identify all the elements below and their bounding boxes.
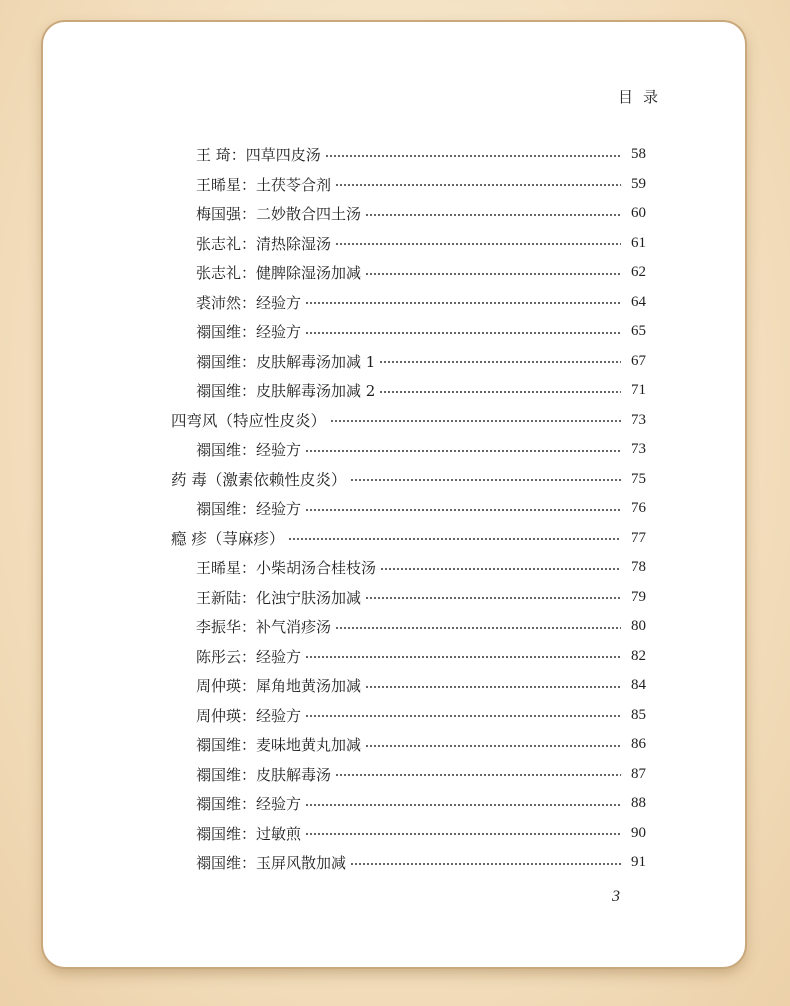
toc-entry-label: 王 琦：四草四皮汤 [196,146,321,164]
toc-entry-label: 禤国维：麦味地黄丸加减 [196,736,362,754]
dot-leader [305,302,621,304]
toc-entry-page: 91 [631,854,646,870]
toc-entry-label: 禤国维：玉屏风散加减 [196,854,347,872]
toc-entry-label: 王晞星：小柴胡汤合桂枝汤 [196,559,377,577]
toc-entry-label: 禤国维：皮肤解毒汤加减 1 [196,352,376,371]
toc-entry-page: 88 [631,795,646,811]
toc-entry [196,553,646,582]
dot-leader [325,155,621,157]
toc-entry-label: 四弯风（特应性皮炎） [171,412,327,430]
dot-leader [365,273,621,275]
toc-entry-label: 禤国维：经验方 [196,323,302,341]
toc-entry [196,583,646,612]
dot-leader [380,568,621,570]
toc-entry-page: 59 [631,175,646,192]
dot-leader [335,627,621,629]
toc-entry-page: 62 [631,264,646,280]
toc-entry [196,642,646,671]
toc-section-entry [171,524,646,553]
toc-entry-label: 禤国维：经验方 [196,795,302,813]
dot-leader [305,656,621,658]
toc-section-entry [171,406,646,435]
dot-leader [305,804,621,806]
toc-entry-label: 禤国维：皮肤解毒汤加减 2 [196,382,376,400]
toc-entry-label: 禤国维：过敏煎 [196,824,302,843]
toc-entry-label: 李振华：补气消疹汤 [196,618,332,636]
toc-entry-label: 王晞星：土茯苓合剂 [196,175,332,194]
toc-entry-page: 84 [631,677,646,693]
toc-entry [196,730,646,759]
toc-entry-page: 73 [631,441,646,457]
toc-entry [196,671,646,700]
toc-entry [196,819,646,848]
toc-entry [196,317,646,346]
toc-section-entry [171,465,646,494]
toc-entry-page: 67 [631,352,646,369]
toc-entry-page: 90 [631,824,646,841]
toc-entry [196,789,646,818]
dot-leader [365,597,621,599]
dot-leader [335,774,621,776]
toc-entry-label: 禤国维：皮肤解毒汤 [196,765,332,784]
toc-entry-page: 65 [631,323,646,339]
dot-leader [365,745,621,747]
toc-entry [196,760,646,789]
dot-leader [305,450,621,452]
dot-leader [305,715,621,717]
toc-entry-page: 78 [631,559,646,575]
toc-entry-page: 79 [631,588,646,605]
page-header-title: 目录 [617,88,668,106]
toc-entry-page: 60 [631,205,646,221]
dot-leader [365,214,621,216]
toc-entry-label: 周仲瑛：犀角地黄汤加减 [196,677,362,695]
toc-entry-label: 王新陆：化浊宁肤汤加减 [196,588,362,607]
toc-entry-label: 禤国维：经验方 [196,441,302,459]
toc-entry [196,435,646,464]
dot-leader [379,361,621,363]
toc-entry [196,848,646,877]
toc-entry [196,229,646,258]
dot-leader [335,184,621,186]
toc-entry-page: 61 [631,234,646,251]
toc-entry [196,258,646,287]
toc-entry [196,288,646,317]
toc-entry-page: 86 [631,736,646,752]
toc-entry-label: 张志礼：清热除湿汤 [196,234,332,253]
toc-entry-label: 药 毒（激素依赖性皮炎） [171,471,347,489]
dot-leader [305,509,621,511]
toc-entry-page: 76 [631,500,646,516]
toc-entry-page: 80 [631,618,646,634]
toc-entry [196,170,646,199]
dot-leader [305,332,621,334]
toc-entry-page: 73 [631,411,646,428]
dot-leader [305,833,621,835]
toc-entry [196,494,646,523]
toc-entry-page: 64 [631,293,646,310]
toc-entry-page: 77 [631,529,646,546]
toc-entry-page: 71 [631,382,646,398]
toc-entry-label: 周仲瑛：经验方 [196,706,302,725]
toc-entry-label: 瘾 疹（荨麻疹） [171,530,285,548]
toc-entry-label: 梅国强：二妙散合四土汤 [196,205,362,223]
toc-entry-page: 75 [631,470,646,487]
toc-entry-page: 82 [631,647,646,664]
dot-leader [350,863,621,865]
dot-leader [288,538,621,540]
toc-entry-label: 张志礼：健脾除湿汤加减 [196,264,362,282]
toc-entry [196,701,646,730]
dot-leader [350,479,621,481]
toc-entry [196,376,646,405]
dot-leader [335,243,621,245]
toc-entry-page: 87 [631,765,646,782]
toc-entry-label: 陈彤云：经验方 [196,647,302,666]
toc-entry-page: 85 [631,706,646,723]
dot-leader [330,420,621,422]
toc-entry-page: 58 [631,146,646,162]
toc-entry [196,347,646,376]
dot-leader [365,686,621,688]
toc-entry [196,199,646,228]
toc-entry-label: 裘沛然：经验方 [196,293,302,312]
toc-entry-label: 禤国维：经验方 [196,500,302,518]
page-number: 3 [612,888,620,905]
dot-leader [379,391,621,393]
toc-entry [196,140,646,169]
toc-entry [196,612,646,641]
